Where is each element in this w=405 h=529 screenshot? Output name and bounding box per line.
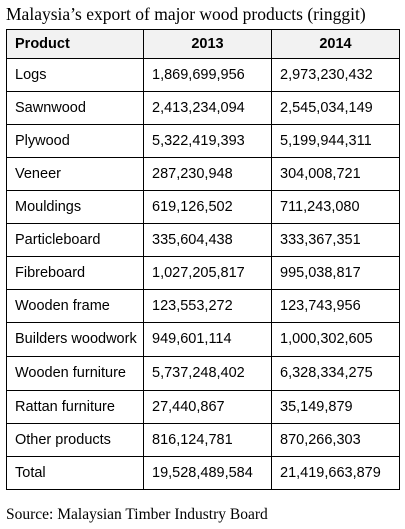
header-row — [7, 30, 400, 59]
product-cell: Total — [7, 457, 144, 490]
value-2014-cell: 333,367,351 — [272, 224, 400, 257]
value-2013-cell: 27,440,867 — [144, 391, 272, 424]
product-cell: Mouldings — [7, 191, 144, 224]
value-2013-cell: 19,528,489,584 — [144, 457, 272, 490]
product-cell: Veneer — [7, 158, 144, 191]
header-2013: 2013 — [144, 30, 272, 59]
product-cell: Wooden furniture — [7, 357, 144, 391]
product-cell: Builders woodwork — [7, 323, 144, 357]
table-row — [7, 125, 400, 158]
header-product: Product — [7, 30, 144, 59]
table-row — [7, 290, 400, 323]
table-row — [7, 158, 400, 191]
table-row — [7, 191, 400, 224]
value-2014-cell: 304,008,721 — [272, 158, 400, 191]
table-row — [7, 59, 400, 92]
value-2014-cell: 870,266,303 — [272, 424, 400, 457]
value-2013-cell: 5,737,248,402 — [144, 357, 272, 391]
value-2014-cell: 5,199,944,311 — [272, 125, 400, 158]
product-cell: Rattan furniture — [7, 391, 144, 424]
export-table — [6, 29, 400, 490]
value-2013-cell: 1,027,205,817 — [144, 257, 272, 290]
total-row — [7, 457, 400, 490]
value-2013-cell: 5,322,419,393 — [144, 125, 272, 158]
value-2014-cell: 6,328,334,275 — [272, 357, 400, 391]
table-row — [7, 257, 400, 290]
product-cell: Sawnwood — [7, 92, 144, 125]
value-2014-cell: 711,243,080 — [272, 191, 400, 224]
value-2013-cell: 619,126,502 — [144, 191, 272, 224]
table-row — [7, 424, 400, 457]
value-2013-cell: 123,553,272 — [144, 290, 272, 323]
product-cell: Other products — [7, 424, 144, 457]
value-2013-cell: 335,604,438 — [144, 224, 272, 257]
table-row — [7, 357, 400, 391]
table-row — [7, 323, 400, 357]
value-2014-cell: 2,545,034,149 — [272, 92, 400, 125]
value-2013-cell: 287,230,948 — [144, 158, 272, 191]
table-title: Malaysia’s export of major wood products (ringgit) — [6, 4, 366, 24]
table-row — [7, 224, 400, 257]
table-row — [7, 391, 400, 424]
table-row — [7, 92, 400, 125]
value-2014-cell: 21,419,663,879 — [272, 457, 400, 490]
product-cell: Plywood — [7, 125, 144, 158]
product-cell: Wooden frame — [7, 290, 144, 323]
value-2013-cell: 949,601,114 — [144, 323, 272, 357]
source-note: Source: Malaysian Timber Industry Board — [6, 506, 268, 523]
product-cell: Particleboard — [7, 224, 144, 257]
value-2013-cell: 2,413,234,094 — [144, 92, 272, 125]
value-2014-cell: 1,000,302,605 — [272, 323, 400, 357]
value-2013-cell: 816,124,781 — [144, 424, 272, 457]
product-cell: Fibreboard — [7, 257, 144, 290]
value-2013-cell: 1,869,699,956 — [144, 59, 272, 92]
value-2014-cell: 35,149,879 — [272, 391, 400, 424]
product-cell: Logs — [7, 59, 144, 92]
value-2014-cell: 995,038,817 — [272, 257, 400, 290]
value-2014-cell: 2,973,230,432 — [272, 59, 400, 92]
header-2014: 2014 — [272, 30, 400, 59]
value-2014-cell: 123,743,956 — [272, 290, 400, 323]
